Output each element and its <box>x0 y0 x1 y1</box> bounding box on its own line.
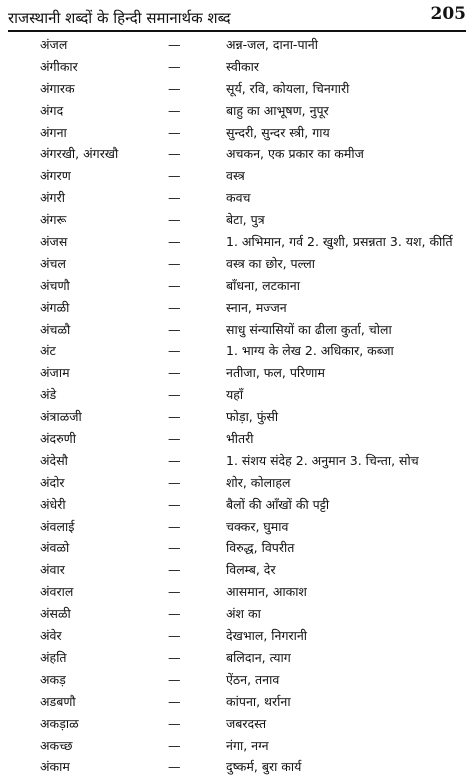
entry-meaning: 1. अभिमान, गर्व 2. खुशी, प्रसन्नता 3. यश, कीर्ति <box>226 234 453 250</box>
entry-meaning: साधु संन्यासियों का ढीला कुर्ता, चोला <box>226 321 392 337</box>
entry-term: अडबणौ <box>40 693 76 709</box>
entry-term: अंवलाई <box>40 518 75 534</box>
entry-meaning: स्वीकार <box>226 58 260 74</box>
entry-meaning: देखभाल, निगरानी <box>226 628 308 644</box>
entry-term: अंकाम <box>40 759 70 775</box>
entry-meaning: बाहु का आभूषण, नुपूर <box>226 102 329 118</box>
entry-meaning: नंगा, नग्न <box>226 737 269 753</box>
entry-meaning: चक्कर, घुमाव <box>226 518 289 534</box>
glossary-entry <box>0 384 474 406</box>
entry-dash: — <box>168 255 181 271</box>
entry-term: अंगीकार <box>40 58 78 74</box>
entry-term: अंगद <box>40 102 64 118</box>
glossary-list <box>0 34 474 778</box>
entry-meaning: नतीजा, फल, परिणाम <box>226 365 326 381</box>
entry-meaning: वस्त्र का छोर, पल्ला <box>226 255 316 271</box>
glossary-entry <box>0 625 474 647</box>
glossary-entry <box>0 231 474 253</box>
entry-meaning: वस्त्र <box>226 168 245 184</box>
entry-meaning: बेटा, पुत्र <box>226 212 265 228</box>
page-number: 205 <box>430 4 466 24</box>
entry-term: अंसळी <box>40 606 71 622</box>
entry-meaning: 1. संशय संदेह 2. अनुमान 3. चिन्ता, सोच <box>226 452 419 468</box>
entry-term: अंदेसौ <box>40 452 68 468</box>
entry-dash: — <box>168 496 181 512</box>
entry-dash: — <box>168 299 181 315</box>
glossary-entry <box>0 669 474 691</box>
entry-meaning: विलम्ब, देर <box>226 562 276 578</box>
entry-term: अंगरू <box>40 212 67 228</box>
entry-term: अंजल <box>40 37 68 52</box>
entry-meaning: यहाँ <box>226 387 244 403</box>
entry-meaning: अचकन, एक प्रकार का कमीज <box>226 146 364 162</box>
glossary-entry <box>0 78 474 100</box>
entry-dash: — <box>168 628 181 644</box>
glossary-entry <box>0 603 474 625</box>
entry-dash: — <box>168 387 181 403</box>
glossary-entry <box>0 122 474 144</box>
glossary-entry <box>0 428 474 450</box>
entry-term: अंवेर <box>40 628 62 644</box>
glossary-entry <box>0 581 474 603</box>
entry-dash: — <box>168 37 181 52</box>
entry-dash: — <box>168 671 181 687</box>
entry-term: अंजाम <box>40 365 70 381</box>
glossary-entry <box>0 735 474 757</box>
entry-dash: — <box>168 321 181 337</box>
entry-meaning: आसमान, आकाश <box>226 584 307 600</box>
entry-dash: — <box>168 540 181 556</box>
entry-dash: — <box>168 737 181 753</box>
entry-dash: — <box>168 277 181 293</box>
glossary-entry <box>0 34 474 56</box>
entry-dash: — <box>168 606 181 622</box>
entry-term: अंगना <box>40 124 67 140</box>
entry-dash: — <box>168 518 181 534</box>
entry-meaning: स्नान, मज्जन <box>226 299 287 315</box>
entry-term: अंहति <box>40 649 67 665</box>
entry-dash: — <box>168 58 181 74</box>
glossary-entry <box>0 275 474 297</box>
entry-meaning: फोड़ा, फुंसी <box>226 409 279 425</box>
page-header <box>8 4 466 30</box>
entry-dash: — <box>168 343 181 359</box>
entry-dash: — <box>168 168 181 184</box>
entry-term: अंदोर <box>40 474 65 490</box>
entry-dash: — <box>168 584 181 600</box>
entry-dash: — <box>168 649 181 665</box>
entry-dash: — <box>168 409 181 425</box>
entry-term: अंत्राळजी <box>40 409 82 425</box>
entry-term: अकड़ाळ <box>40 715 79 731</box>
entry-meaning: दुष्कर्म, बुरा कार्य <box>226 759 302 775</box>
glossary-entry <box>0 516 474 538</box>
glossary-entry <box>0 187 474 209</box>
glossary-entry <box>0 297 474 319</box>
entry-dash: — <box>168 715 181 731</box>
entry-meaning: विरुद्ध, विपरीत <box>226 540 295 556</box>
entry-meaning: सूर्य, रवि, कोयला, चिनगारी <box>226 80 350 96</box>
entry-meaning: जबरदस्त <box>226 715 267 731</box>
entry-term: अंवळो <box>40 540 70 556</box>
glossary-entry <box>0 165 474 187</box>
entry-meaning: शोर, कोलाहल <box>226 474 291 490</box>
glossary-entry <box>0 472 474 494</box>
entry-meaning: अन्न-जल, दाना-पानी <box>226 37 318 52</box>
entry-dash: — <box>168 146 181 162</box>
entry-term: अंवार <box>40 562 65 578</box>
entry-meaning: भीतरी <box>226 431 254 447</box>
entry-term: अंडे <box>40 387 57 403</box>
entry-dash: — <box>168 212 181 228</box>
entry-term: अकड़ <box>40 671 66 687</box>
glossary-entry <box>0 691 474 713</box>
entry-dash: — <box>168 431 181 447</box>
entry-dash: — <box>168 562 181 578</box>
entry-meaning: ऐंठन, तनाव <box>226 671 280 687</box>
entry-term: अंचल <box>40 255 66 271</box>
glossary-entry <box>0 56 474 78</box>
page-title: राजस्थानी शब्दों के हिन्दी समानार्थक शब्द <box>8 9 231 27</box>
entry-term: अंगरण <box>40 168 71 184</box>
glossary-entry <box>0 713 474 735</box>
entry-meaning: सुन्दरी, सुन्दर स्त्री, गाय <box>226 124 330 140</box>
glossary-entry <box>0 209 474 231</box>
entry-meaning: अंश का <box>226 606 261 622</box>
entry-term: अंगारक <box>40 80 75 96</box>
glossary-entry <box>0 537 474 559</box>
header-divider <box>8 30 466 32</box>
glossary-entry <box>0 253 474 275</box>
glossary-entry <box>0 494 474 516</box>
entry-term: अंगरी <box>40 190 65 206</box>
entry-meaning: बाँधना, लटकाना <box>226 277 300 293</box>
entry-meaning: कवच <box>226 190 251 206</box>
entry-dash: — <box>168 452 181 468</box>
entry-term: अंजस <box>40 234 68 250</box>
glossary-entry <box>0 362 474 384</box>
glossary-entry <box>0 756 474 778</box>
entry-term: अंट <box>40 343 56 359</box>
glossary-entry <box>0 340 474 362</box>
entry-term: अंचळौ <box>40 321 71 337</box>
entry-meaning: बलिदान, त्याग <box>226 649 291 665</box>
entry-dash: — <box>168 190 181 206</box>
entry-dash: — <box>168 124 181 140</box>
entry-term: अंगरखी, अंगरखौ <box>40 146 119 162</box>
glossary-entry <box>0 406 474 428</box>
glossary-entry <box>0 450 474 472</box>
entry-dash: — <box>168 693 181 709</box>
entry-term: अकच्छ <box>40 737 73 753</box>
entry-meaning: 1. भाग्य के लेख 2. अधिकार, कब्जा <box>226 343 394 359</box>
entry-dash: — <box>168 102 181 118</box>
entry-meaning: कांपना, थर्राना <box>226 693 291 709</box>
entry-term: अंगळी <box>40 299 70 315</box>
entry-dash: — <box>168 234 181 250</box>
entry-term: अंदरुणी <box>40 431 76 447</box>
entry-dash: — <box>168 759 181 775</box>
glossary-entry <box>0 319 474 341</box>
entry-dash: — <box>168 80 181 96</box>
entry-meaning: बैलों की आँखों की पट्टी <box>226 496 330 512</box>
entry-term: अंधेरी <box>40 496 66 512</box>
glossary-entry <box>0 559 474 581</box>
entry-term: अंचणौ <box>40 277 70 293</box>
glossary-entry <box>0 647 474 669</box>
glossary-entry <box>0 100 474 122</box>
glossary-entry <box>0 143 474 165</box>
entry-dash: — <box>168 474 181 490</box>
entry-term: अंवराल <box>40 584 74 600</box>
entry-dash: — <box>168 365 181 381</box>
